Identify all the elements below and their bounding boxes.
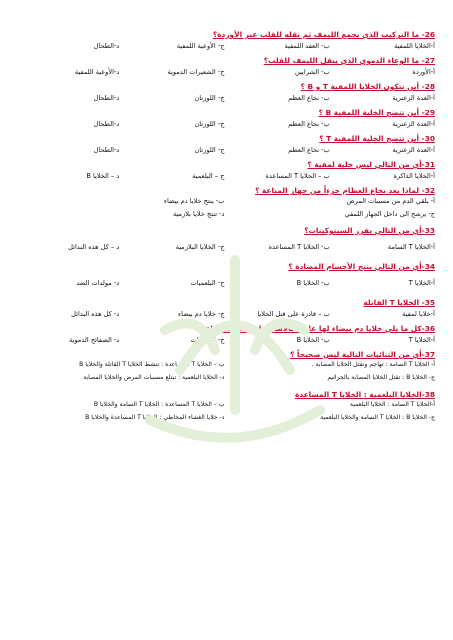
options (14, 360, 435, 386)
question-text: 30- أين تنضج الخلية اللمفية T ؟ (319, 134, 435, 143)
question-33 (14, 226, 435, 258)
option-c: ج- اللوزتان (194, 94, 225, 102)
options (14, 66, 435, 78)
option-b: ب – قادرة على قتل الخلايا (257, 310, 330, 318)
option-d: د- تنتج خلايا بلازمية (172, 210, 225, 218)
option-b: ب- نخاع العظم (288, 94, 330, 102)
option-c: ج- الخلايا البلازمية (175, 243, 225, 251)
options (14, 118, 435, 130)
question-text: 28- أين تتكون الخلايا اللمفية T و B ؟ (300, 82, 435, 91)
option-b: ب- ينتج خلايا دم بيضاء (163, 197, 225, 205)
options (14, 92, 435, 104)
option-b: ب- نخاع العظم (288, 146, 330, 154)
option-b: ب- الخلايا B (296, 279, 330, 287)
option-b: ب- العقد اللمفية (284, 42, 330, 50)
option-a: أ-الخلايا T (408, 336, 435, 344)
option-a: أ-الأوردة (412, 68, 435, 76)
options (14, 308, 435, 320)
question-text: 33-أي من التالي يفرز السيتوكينات؟ (304, 226, 435, 235)
question-text: 38-الخلايا البلعمية : الخلايا T المساعدة (294, 390, 435, 399)
option-c: ج- الأوعية اللمفية (176, 42, 225, 50)
option-a: أ-الخلايا الذاكرة (393, 172, 435, 180)
option-d: د- خلايا الغشاء المخاطي : الخلايا T المساعدة والخلايا B (85, 414, 225, 421)
option-d: د-الأوعية اللمفية (74, 68, 120, 76)
option-a: أ- يلقي الدم من مسببات المرض (346, 197, 435, 205)
options (14, 400, 435, 426)
option-c: ج- الخلايا B : الخلايا T السامة والخلايا البلعمية (320, 414, 435, 421)
option-a: أ-الخلايا T السامة (387, 243, 435, 251)
option-b: ب- الشرايين (295, 68, 330, 76)
option-d: د-الطحال (93, 120, 120, 128)
option-d: د- الخلايا البلعمية : تبتلع مسببات المرض والخلايا المصابة (83, 374, 225, 381)
options (14, 236, 435, 258)
option-c: ج- البلعميات (190, 279, 225, 287)
question-36 (14, 324, 435, 346)
question-text: 27- ما الوعاء الدموي الذي ينقل الليمف للقلب؟ (263, 56, 435, 65)
options (14, 40, 435, 52)
option-d: د – الخلايا B (86, 172, 120, 180)
option-c: ج – البلعمية (192, 172, 225, 180)
options (14, 144, 435, 156)
options (14, 196, 435, 222)
question-text: 34-أي من التالي ينتج الأجسام المضادة ؟ (288, 262, 435, 271)
option-c: ج- خلايا دم بيضاء (178, 310, 225, 318)
option-c: ج- الشعيرات الدموية (167, 68, 225, 76)
question-29 (14, 108, 435, 130)
option-d: د-الطحال (93, 94, 120, 102)
question-text: 32- لماذا يعد نخاع العظام جزءاً من جهاز المناعة ؟ (255, 186, 435, 195)
option-d: د- كل هذه البدائل (71, 310, 120, 318)
question-text: 35- الخلايا T القاتلة (363, 298, 435, 307)
option-d: د-الطحال (93, 42, 120, 50)
option-a: أ-الخلايا اللمفية (394, 42, 435, 50)
option-b: ب- نخاع العظم (288, 120, 330, 128)
question-27 (14, 56, 435, 78)
question-28 (14, 82, 435, 104)
option-a: أ-الخلايا T السامة : الخلايا البلعمية (349, 401, 435, 408)
option-d: د- الصفائح الدموية (69, 336, 120, 344)
option-d: د- مولدات الضد (76, 279, 120, 287)
options (14, 334, 435, 346)
option-a: أ-الغدة الزعترية (392, 120, 435, 128)
question-35 (14, 298, 435, 320)
option-a: أ- الخلايا T السامة : تهاجم وتقتل الخلايا المصابة . (311, 361, 435, 368)
question-26 (14, 30, 435, 52)
option-c: ج- الخلايا B : تقتل الخلايا المصابة بالجراثيم (327, 374, 435, 381)
option-b: ب – الخلايا T المساعدة (265, 172, 330, 180)
question-32 (14, 186, 435, 222)
option-c: ج- اللوزتان (194, 120, 225, 128)
option-a: أ-الغدة الزعترية (392, 146, 435, 154)
option-c: ج- يرشح الى داخل الجهاز اللمفي (344, 210, 435, 218)
question-text: 31-أي من التالي ليس خلية لمفية ؟ (307, 160, 435, 169)
question-text: 26- ما التركيب الذي يجمع الليمف ثم نقله للقلب عبر الأوردة؟ (212, 30, 435, 39)
option-c: ج- البلعميات (190, 336, 225, 344)
options (14, 272, 435, 294)
option-a: أ-خلايا لمفية (402, 310, 435, 318)
question-37 (14, 350, 435, 386)
question-text: 37-أي من الثنائيات التالية ليس صحيحاً ؟ (290, 350, 435, 359)
question-30 (14, 134, 435, 156)
question-38 (14, 390, 435, 426)
option-d: د-الطحال (93, 146, 120, 154)
option-b: ب – الخلايا T المساعدة : تنشط الخلايا T القاتلة والخلايا B (79, 361, 225, 368)
option-a: أ-الخلايا T (408, 279, 435, 287)
option-c: ج- اللوزتان (194, 146, 225, 154)
question-text: 36-كل ما يلي خلايا دم بيضاء لها علاقة بالاستجابات المناعية ماعدا (198, 324, 435, 333)
question-text: 29- أين تنضج الخلية اللمفية B ؟ (318, 108, 435, 117)
options (14, 170, 435, 182)
question-31 (14, 160, 435, 182)
option-b: ب- الخلايا T المساعدة (268, 243, 330, 251)
option-b: ب- الخلايا B (296, 336, 330, 344)
question-34 (14, 262, 435, 294)
option-a: أ-الغدة الزعترية (392, 94, 435, 102)
option-d: د – كل هذه البدائل (68, 243, 120, 251)
option-b: ب – الخلايا T المساعدة : الخلايا T السامة والخلايا B (93, 401, 225, 408)
